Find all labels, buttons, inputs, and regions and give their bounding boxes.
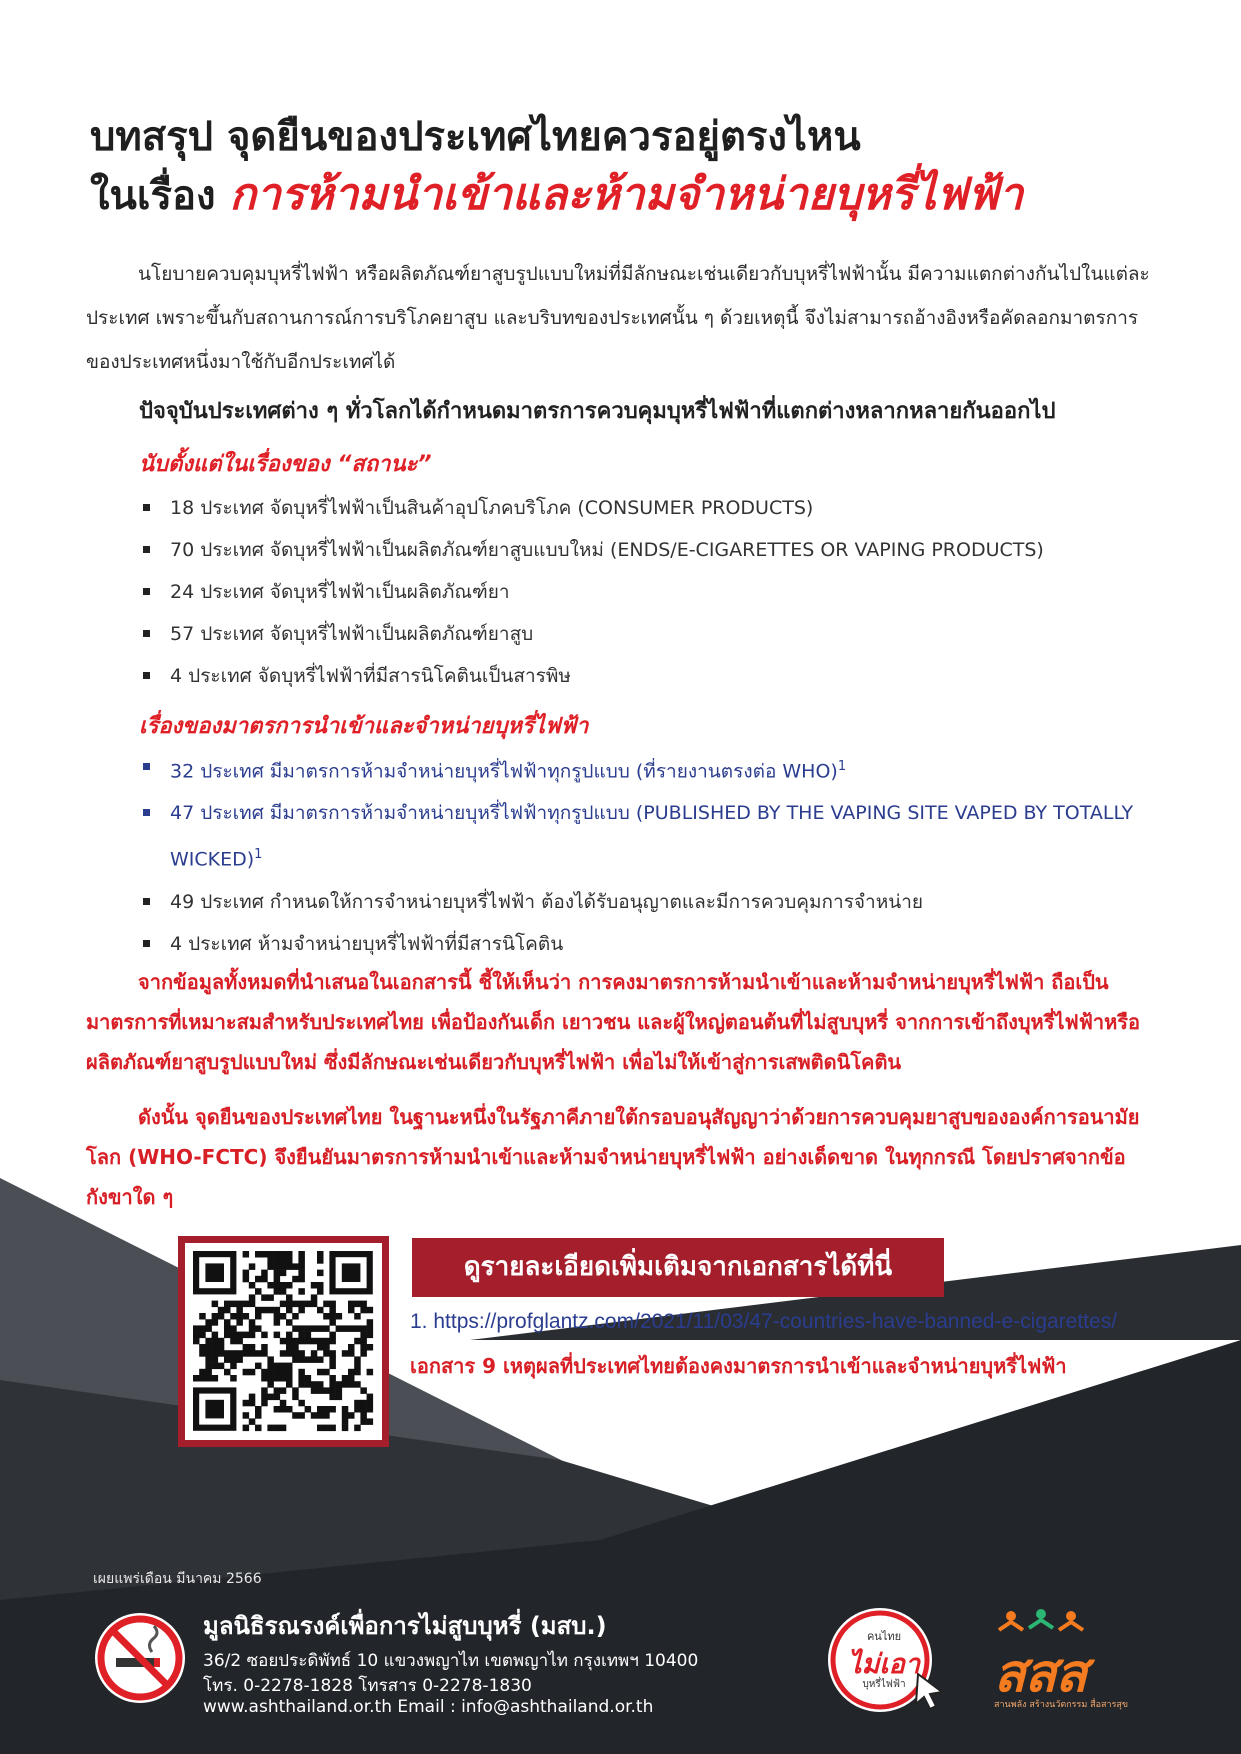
reference-link[interactable]: 1. https://profglantz.com/2021/11/03/47-countries-have-banned-e-cigarettes/ [410, 1310, 1118, 1333]
conclusion-paragraph-2: ดังนั้น จุดยืนของประเทศไทย ในฐานะหนึ่งในรัฐภาคีภายใต้กรอบอนุสัญญาว่าด้วยการควบคุมยาสูบขององค์การอนามัยโลก (WHO-FCTC) จึงยืนยันมาตรการห้ามนำเข้าและห้ามจำหน่ายบุหรี่ไฟฟ้า อย่างเด็ดขาด ในทุกกรณี โดยปราศจากข้อกังขาใด ๆ [86, 1105, 1140, 1209]
list-item [139, 746, 1149, 792]
thaihealth-logo-text: สสส [994, 1644, 1087, 1704]
publish-date: เผยแพร่เดือน มีนาคม 2566 [93, 1571, 262, 1587]
import-list [139, 746, 1149, 965]
title-line-1: บทสรุป จุดยืนของประเทศไทยควรอยู่ตรงไหน [90, 114, 861, 160]
qr-code-image [185, 1243, 382, 1440]
reference-document-link[interactable]: เอกสาร 9 เหตุผลที่ประเทศไทยต้องคงมาตรการนำเข้าและจำหน่ายบุหรี่ไฟฟ้า [410, 1354, 1067, 1378]
title-highlight: การห้ามนำเข้าและห้ามจำหน่ายบุหรี่ไฟฟ้า [229, 169, 1024, 220]
organization-contact[interactable]: www.ashthailand.or.th Email : info@ashthailand.or.th [203, 1697, 654, 1717]
list-item: 4 ประเทศ จัดบุหรี่ไฟฟ้าที่มีสารนิโคตินเป็นสารพิษ [139, 655, 1149, 697]
thaihealth-tagline: สานพลัง สร้างนวัตกรรม สื่อสารสุข [994, 1700, 1129, 1710]
no-smoking-logo-icon [94, 1612, 186, 1704]
list-item: 49 ประเทศ กำหนดให้การจำหน่ายบุหรี่ไฟฟ้า ต้องได้รับอนุญาตและมีการควบคุมการจำหน่าย [139, 881, 1149, 923]
organization-address: 36/2 ซอยประดิพัทธ์ 10 แขวงพญาไท เขตพญาไท กรุงเทพฯ 10400 [203, 1651, 699, 1671]
page-title [90, 108, 1023, 225]
organization-name: มูลนิธิรณรงค์เพื่อการไม่สูบบุหรี่ (มสบ.) [203, 1612, 607, 1640]
intro-paragraph: นโยบายควบคุมบุหรี่ไฟฟ้า หรือผลิตภัณฑ์ยาสูบรูปแบบใหม่ที่มีลักษณะเช่นเดียวกับบุหรี่ไฟฟ้านั้น มีความแตกต่างกันไปในแต่ละประเทศ เพราะขึ้นกับสถานการณ์การบริโภคยาสูบ และบริบทของประเทศนั้น ๆ ด้วยเหตุนี้ จึงไม่สามารถอ้างอิงหรือคัดลอกมาตรการของประเทศหนึ่งมาใช้กับอีกประเทศได้ [86, 263, 1150, 373]
list-item-text: 32 ประเทศ มีมาตรการห้ามจำหน่ายบุหรี่ไฟฟ้าทุกรูปแบบ (ที่รายงานตรงต่อ WHO) [170, 760, 838, 783]
status-heading: นับตั้งแต่ในเรื่องของ “สถานะ” [139, 452, 432, 477]
lead-sentence: ปัจจุบันประเทศต่าง ๆ ทั่วโลกได้กำหนดมาตรการควบคุมบุหรี่ไฟฟ้าที่แตกต่างหลากหลายกันออกไป [139, 399, 1056, 424]
organization-phone: โทร. 0-2278-1828 โทรสาร 0-2278-1830 [203, 1676, 532, 1696]
list-item: 57 ประเทศ จัดบุหรี่ไฟฟ้าเป็นผลิตภัณฑ์ยาสูบ [139, 613, 1149, 655]
import-heading: เรื่องของมาตรการนำเข้าและจำหน่ายบุหรี่ไฟฟ้า [139, 714, 589, 739]
list-item [139, 792, 1149, 880]
more-info-banner: ดูรายละเอียดเพิ่มเติมจากเอกสารได้ที่นี่ [412, 1238, 944, 1297]
campaign-logo-main: ไม่เอา [848, 1649, 920, 1680]
list-item: 24 ประเทศ จัดบุหรี่ไฟฟ้าเป็นผลิตภัณฑ์ยา [139, 571, 1149, 613]
campaign-logo-top: คนไทย [866, 1630, 902, 1643]
footnote-ref: 1 [837, 759, 847, 774]
list-item: 70 ประเทศ จัดบุหรี่ไฟฟ้าเป็นผลิตภัณฑ์ยาสูบแบบใหม่ (ENDS/E-CIGARETTES OR VAPING PRODUCTS) [139, 529, 1149, 571]
status-list [139, 487, 1149, 697]
conclusion-paragraph-1: จากข้อมูลทั้งหมดที่นำเสนอในเอกสารนี้ ชี้ให้เห็นว่า การคงมาตรการห้ามนำเข้าและห้ามจำหน่ายบุหรี่ไฟฟ้า ถือเป็นมาตรการที่เหมาะสมสำหรับประเทศไทย เพื่อป้องกันเด็ก เยาวชน และผู้ใหญ่ตอนต้นที่ไม่สูบบุหรี่ จากการเข้าถึงบุหรี่ไฟฟ้าหรือผลิตภัณฑ์ยาสูบรูปแบบใหม่ ซึ่งมีลักษณะเช่นเดียวกับบุหรี่ไฟฟ้า เพื่อไม่ให้เข้าสู่การเสพติดนิโคติน [86, 970, 1141, 1074]
list-item: 4 ประเทศ ห้ามจำหน่ายบุหรี่ไฟฟ้าที่มีสารนิโคติน [139, 923, 1149, 965]
footnote-ref: 1 [254, 847, 263, 863]
list-item-text: 47 ประเทศ มีมาตรการห้ามจำหน่ายบุหรี่ไฟฟ้าทุกรูปแบบ (PUBLISHED BY THE VAPING SITE VAPED BY TOTALLY WICKED) [170, 802, 1134, 871]
title-line-2-prefix: ในเรื่อง [90, 173, 230, 219]
qr-code[interactable] [178, 1236, 389, 1447]
campaign-logo-bottom: บุหรี่ไฟฟ้า [862, 1679, 906, 1690]
list-item: 18 ประเทศ จัดบุหรี่ไฟฟ้าเป็นสินค้าอุปโภคบริโภค (CONSUMER PRODUCTS) [139, 487, 1149, 529]
